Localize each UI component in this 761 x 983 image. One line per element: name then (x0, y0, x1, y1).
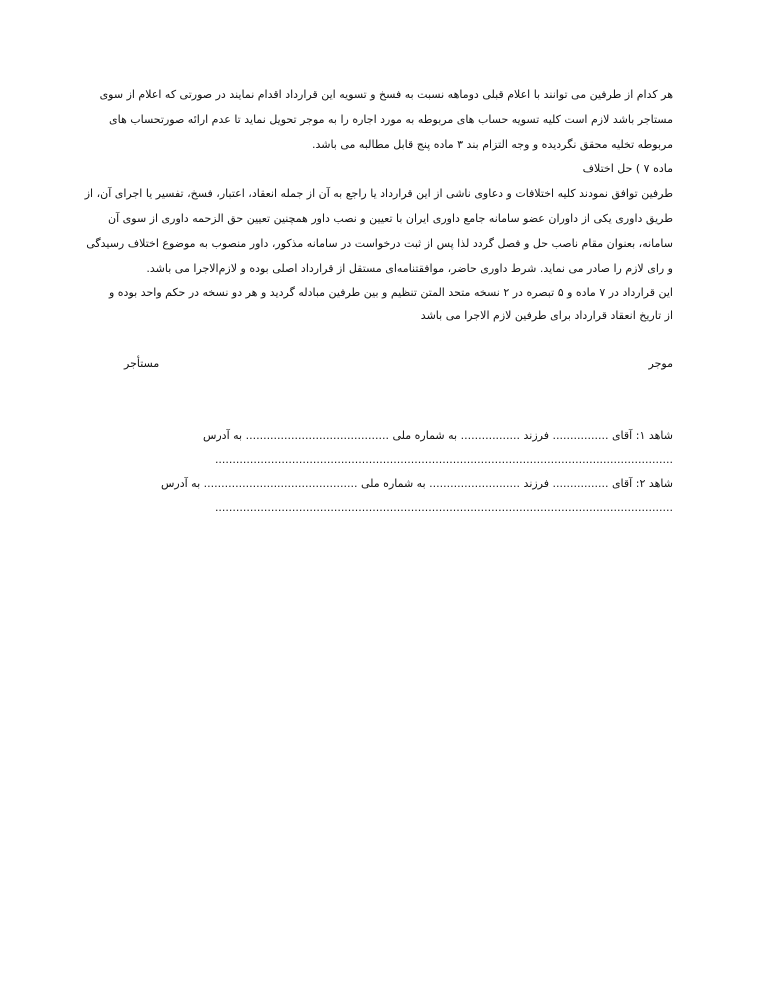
lessor-signature-label: موجر (648, 357, 673, 370)
article-heading: ماده ٧ ) حل اختلاف (582, 162, 673, 175)
witness-2-details: شاهد ٢: آقاى ................ فرزند .......................... به شماره ملى ............................................ به آدرس (160, 477, 673, 490)
body-line-10: از تاريخ انعقاد قرارداد براى طرفين لازم الاجرا مى باشد (420, 309, 673, 322)
body-line-6: طريق داورى يكى از داوران عضو سامانه جامع داورى ايران با تعيين و نصب داور همچنين تعيين حق الزحمه داورى از سوى آن (108, 212, 673, 225)
body-line-9: اين قرارداد در ٧ ماده و ۵ تبصره در ٢ نسخه متحد المتن تنظيم و بين طرفين مبادله گرديد و هر دو نسخه در حكم واحد بوده و (108, 286, 673, 299)
body-line-8: و راى لازم را صادر مى نمايد. شرط داورى حاضر، موافقتنامه‌اى مستقل از قرارداد اصلى بوده و لازم‌الاجرا مى باشد. (146, 262, 673, 275)
lessee-signature-label: مستأجر (124, 357, 160, 370)
witness-2-address-line: ................................................................................................................................... (214, 501, 673, 514)
body-line-3: مربوطه تخليه محقق نگرديده و وجه التزام بند ٣ ماده پنج قابل مطالبه مى باشد. (311, 138, 673, 151)
body-line-2: مستاجر باشد لازم است كليه تسويه حساب هاى مربوطه به مورد اجاره را به موجر تحويل نمايد تا عدم ارائه صورتحساب هاى (109, 113, 673, 126)
body-line-7: سامانه، بعنوان مقام ناصب حل و فصل گردد لذا پس از ثبت درخواست در سامانه مذكور، داور منصوب به موضوع اختلاف رسيدگى (86, 237, 673, 250)
witness-1-details: شاهد ١: آقاى ................ فرزند ................. به شماره ملى ......................................... به آدرس (202, 429, 673, 442)
body-line-5: طرفين توافق نمودند كليه اختلافات و دعاوى ناشى از اين قرارداد يا راجع به آن از جمله انعقاد، اعتبار، فسخ، تفسير يا اجراى آن، از (84, 187, 673, 200)
body-line-1: هر كدام از طرفين مى توانند با اعلام قبلى دوماهه نسبت به فسخ و تسويه اين قرارداد اقدام نمايند در صورتى كه اعلام از سوى (99, 88, 673, 101)
witness-1-address-line: ................................................................................................................................... (214, 453, 673, 466)
